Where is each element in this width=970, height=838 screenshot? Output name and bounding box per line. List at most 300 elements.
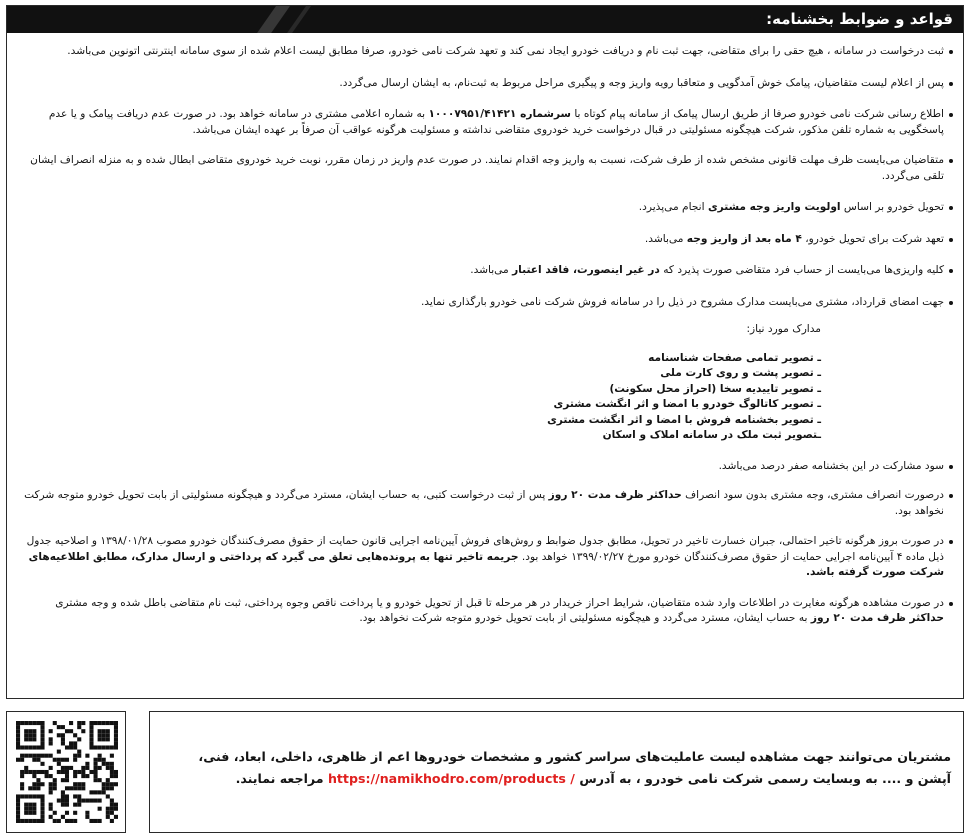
- qr-module: [57, 758, 61, 762]
- rule-item: [21, 107, 953, 138]
- qr-module: [32, 745, 36, 749]
- qr-module: [36, 745, 40, 749]
- qr-module: [89, 725, 93, 729]
- qr-module: [16, 725, 20, 729]
- qr-module: [61, 815, 65, 819]
- qr-module: [69, 745, 73, 749]
- qr-module: [28, 745, 32, 749]
- qr-module: [110, 774, 114, 778]
- qr-module: [53, 786, 57, 790]
- qr-module: [32, 733, 36, 737]
- qr-module: [102, 762, 106, 766]
- qr-module: [65, 811, 69, 815]
- qr-module: [61, 741, 65, 745]
- qr-module: [89, 721, 93, 725]
- qr-module: [36, 794, 40, 798]
- qr-module: [73, 758, 77, 762]
- qr-module: [57, 725, 61, 729]
- qr-module: [28, 729, 32, 733]
- rule-item: [21, 200, 953, 216]
- qr-module: [106, 778, 110, 782]
- qr-module: [110, 786, 114, 790]
- qr-module: [81, 721, 85, 725]
- rule-text: کلیه واریزی‌ها می‌بایست از حساب فرد متقاضی صورت پذیرد که: [659, 264, 944, 276]
- qr-module: [94, 762, 98, 766]
- qr-module: [65, 794, 69, 798]
- qr-module: [61, 733, 65, 737]
- qr-module: [28, 770, 32, 774]
- qr-module: [40, 721, 44, 725]
- qr-module: [85, 815, 89, 819]
- qr-module: [110, 754, 114, 758]
- qr-module: [106, 737, 110, 741]
- rule-text: درصورت انصراف مشتری، وجه مشتری بدون سود انصراف: [681, 489, 944, 501]
- rules-panel: [6, 5, 964, 699]
- qr-module: [24, 729, 28, 733]
- qr-module: [85, 754, 89, 758]
- rule-emphasis: جریمه تاخیر تنها به پرونده‌هایی تعلق می گیرد که پرداختی و ارسال مدارک، مطابق اطلاعیه‌های شرکت صورت گرفته باشد.: [28, 550, 944, 578]
- qr-module: [20, 758, 24, 762]
- qr-module: [16, 741, 20, 745]
- qr-module: [32, 807, 36, 811]
- qr-module: [16, 758, 20, 762]
- qr-module: [24, 766, 28, 770]
- notice-text: مشتریان می‌توانند جهت مشاهده لیست عاملیت‌های سراسر کشور و مشخصات خودروها اعم از ظاهری، داخلی، ابعاد، فنی، آپشن و .... به وبسایت رسمی شرکت نامی خودرو ، به آدرس: [198, 749, 951, 786]
- qr-module: [94, 770, 98, 774]
- qr-module: [77, 782, 81, 786]
- qr-module: [65, 774, 69, 778]
- qr-module: [65, 819, 69, 823]
- qr-module: [73, 819, 77, 823]
- qr-module: [110, 745, 114, 749]
- qr-module: [65, 786, 69, 790]
- qr-module: [20, 819, 24, 823]
- rules-header: [7, 6, 963, 33]
- qr-module: [40, 815, 44, 819]
- rule-emphasis: ۴ ماه بعد از واریز وجه: [686, 232, 802, 245]
- qr-module: [36, 770, 40, 774]
- rule-item: [21, 534, 953, 581]
- qr-module: [98, 729, 102, 733]
- qr-module: [110, 770, 114, 774]
- qr-module: [94, 766, 98, 770]
- qr-module: [40, 770, 44, 774]
- qr-module: [24, 819, 28, 823]
- rule-text: در صورت مشاهده هرگونه مغایرت در اطلاعات وارد شده متقاضیان، شرایط احراز خریدار در هر مرحله تا قبل از تحویل خودرو و یا پرداخت ناقص وجوه پرداختی، ثبت نام متقاضی باطل شده و وجه مشتری: [55, 596, 944, 609]
- qr-module: [24, 807, 28, 811]
- rule-text: می‌باشد.: [470, 264, 513, 276]
- qr-module: [114, 725, 118, 729]
- qr-module: [85, 811, 89, 815]
- qr-module: [28, 737, 32, 741]
- qr-module: [65, 729, 69, 733]
- qr-code-icon: [16, 721, 118, 823]
- qr-module: [61, 790, 65, 794]
- qr-module: [114, 733, 118, 737]
- qr-module: [77, 721, 81, 725]
- qr-module: [16, 733, 20, 737]
- qr-module: [40, 811, 44, 815]
- qr-module: [81, 766, 85, 770]
- rule-emphasis: اولویت واریز وجه مشتری: [707, 201, 841, 213]
- qr-module: [16, 737, 20, 741]
- qr-module: [53, 721, 57, 725]
- qr-module: [32, 737, 36, 741]
- qr-module: [57, 819, 61, 823]
- qr-module: [110, 782, 114, 786]
- rule-text: تعهد شرکت برای تحویل خودرو،: [801, 232, 944, 245]
- qr-module: [89, 733, 93, 737]
- qr-module: [106, 815, 110, 819]
- qr-module: [40, 762, 44, 766]
- qr-module: [49, 729, 53, 733]
- qr-module: [73, 741, 77, 745]
- qr-module: [81, 729, 85, 733]
- rule-item: [21, 232, 953, 248]
- rules-list: [7, 33, 963, 627]
- required-documents: [21, 322, 953, 444]
- qr-module: [98, 819, 102, 823]
- qr-module: [40, 754, 44, 758]
- qr-module: [106, 766, 110, 770]
- rule-text: به شماره اعلامی مشتری در سامانه خواهد بود. در صورت عدم دریافت پیامک و یا عدم پاسخگویی به شماره تلفن مذکور، شرکت هیچگونه مسئولیتی در قبال درخواست خرید خودروی متقاضی نداشته و مسئولیت هرگونه عواقب آن صرفاً بر عهده ایشان می‌باشد.: [48, 108, 944, 136]
- qr-module: [85, 799, 89, 803]
- qr-module: [20, 786, 24, 790]
- rule-text: پس از اعلام لیست متقاضیان، پیامک خوش آمدگویی و متعاقبا رویه واریز وجه و پیگیری مراحل مربوط به ثبت‌نام، به ایشان ارسال می‌گردد.: [339, 76, 944, 89]
- qr-module: [49, 786, 53, 790]
- qr-module: [77, 803, 81, 807]
- qr-module: [36, 778, 40, 782]
- qr-module: [32, 811, 36, 815]
- qr-module: [73, 794, 77, 798]
- qr-module: [110, 766, 114, 770]
- rule-text: تحویل خودرو بر اساس: [840, 201, 944, 213]
- qr-module: [77, 786, 81, 790]
- qr-module: [20, 794, 24, 798]
- qr-module: [32, 774, 36, 778]
- qr-module: [89, 819, 93, 823]
- qr-module: [73, 733, 77, 737]
- qr-module: [69, 786, 73, 790]
- document-item: ـ تصویر تاییدیه سخا (احراز محل سکونت): [609, 382, 821, 395]
- qr-module: [89, 741, 93, 745]
- qr-module: [16, 729, 20, 733]
- qr-module: [106, 786, 110, 790]
- qr-module: [106, 807, 110, 811]
- qr-module: [61, 758, 65, 762]
- qr-module: [32, 782, 36, 786]
- qr-module: [16, 815, 20, 819]
- rule-emphasis: حداکثر ظرف مدت ۲۰ روز: [810, 612, 944, 624]
- qr-module: [73, 811, 77, 815]
- qr-module: [16, 745, 20, 749]
- qr-module: [77, 799, 81, 803]
- qr-module: [32, 770, 36, 774]
- qr-module: [24, 803, 28, 807]
- qr-module: [32, 786, 36, 790]
- qr-module: [53, 819, 57, 823]
- qr-module: [61, 799, 65, 803]
- qr-module: [24, 745, 28, 749]
- qr-module: [102, 786, 106, 790]
- document-item: ـ تصویر تمامی صفحات شناسنامه: [648, 351, 821, 364]
- rule-item: [21, 44, 953, 60]
- qr-module: [24, 733, 28, 737]
- qr-module: [94, 799, 98, 803]
- qr-module: [106, 782, 110, 786]
- qr-module: [110, 811, 114, 815]
- qr-module: [77, 770, 81, 774]
- qr-module: [65, 778, 69, 782]
- qr-module: [106, 729, 110, 733]
- qr-module: [106, 745, 110, 749]
- qr-module: [73, 770, 77, 774]
- qr-module: [114, 737, 118, 741]
- qr-module: [16, 799, 20, 803]
- qr-module: [77, 750, 81, 754]
- qr-module: [73, 774, 77, 778]
- qr-module: [106, 733, 110, 737]
- qr-module: [102, 721, 106, 725]
- qr-module: [114, 774, 118, 778]
- qr-module: [106, 794, 110, 798]
- qr-module: [110, 819, 114, 823]
- qr-module: [57, 750, 61, 754]
- qr-module: [69, 741, 73, 745]
- qr-module: [102, 737, 106, 741]
- qr-module: [77, 794, 81, 798]
- qr-module: [65, 770, 69, 774]
- qr-module: [20, 774, 24, 778]
- qr-module: [106, 762, 110, 766]
- qr-module: [98, 754, 102, 758]
- qr-module: [94, 819, 98, 823]
- qr-module: [73, 754, 77, 758]
- rule-text: می‌باشد.: [644, 232, 687, 245]
- qr-module: [53, 782, 57, 786]
- qr-module: [61, 766, 65, 770]
- qr-module: [65, 745, 69, 749]
- qr-module: [102, 729, 106, 733]
- qr-module: [53, 811, 57, 815]
- qr-module: [28, 786, 32, 790]
- qr-module: [85, 774, 89, 778]
- qr-module: [81, 799, 85, 803]
- qr-module: [28, 721, 32, 725]
- qr-module: [77, 725, 81, 729]
- qr-module: [32, 729, 36, 733]
- rule-item: [21, 596, 953, 627]
- qr-module: [49, 815, 53, 819]
- rules-title: قواعد و ضوابط بخشنامه:: [766, 10, 953, 28]
- qr-module: [36, 721, 40, 725]
- qr-module: [102, 790, 106, 794]
- qr-module: [106, 811, 110, 815]
- qr-module: [28, 803, 32, 807]
- qr-module: [45, 770, 49, 774]
- qr-module: [28, 794, 32, 798]
- qr-module: [110, 762, 114, 766]
- qr-module: [40, 737, 44, 741]
- qr-module: [89, 737, 93, 741]
- qr-module: [36, 819, 40, 823]
- qr-module: [40, 725, 44, 729]
- qr-module: [89, 799, 93, 803]
- qr-module: [49, 790, 53, 794]
- qr-module: [28, 819, 32, 823]
- qr-module: [102, 782, 106, 786]
- rule-text: متقاضیان می‌بایست ظرف مهلت قانونی مشخص شده از طرف شرکت، نسبت به واریز وجه اقدام نمایند. در صورت عدم واریز در زمان مقرر، نوبت خرید خودروی متقاضی ابطال شده و به منزله انصراف ایشان تلقی می‌گردد.: [30, 154, 944, 182]
- qr-module: [73, 803, 77, 807]
- qr-module: [85, 766, 89, 770]
- qr-module: [73, 745, 77, 749]
- qr-module: [73, 786, 77, 790]
- rule-text: پس از ثبت درخواست کتبی، به حساب ایشان، مسترد می‌گردد و هیچگونه مسئولیتی از بابت تحویل خودرو متوجه شرکت نخواهد بود.: [24, 489, 944, 517]
- document-item: ـتصویر ثبت ملک در سامانه املاک و اسکان: [602, 429, 821, 441]
- qr-module: [65, 766, 69, 770]
- qr-module: [40, 741, 44, 745]
- qr-module: [57, 733, 61, 737]
- qr-module: [94, 721, 98, 725]
- qr-module: [69, 729, 73, 733]
- qr-module: [89, 745, 93, 749]
- rule-item: [21, 153, 953, 184]
- qr-module: [53, 758, 57, 762]
- qr-module: [89, 729, 93, 733]
- qr-module: [16, 803, 20, 807]
- qr-module: [81, 786, 85, 790]
- qr-code-panel: [6, 711, 126, 833]
- qr-module: [40, 819, 44, 823]
- rule-item: [21, 295, 953, 311]
- qr-module: [53, 778, 57, 782]
- qr-module: [65, 758, 69, 762]
- qr-module: [16, 811, 20, 815]
- qr-module: [69, 766, 73, 770]
- rule-text: جهت امضای قرارداد، مشتری می‌بایست مدارک مشروح در ذیل را در سامانه فروش شرکت نامی خودرو بارگذاری نماید.: [420, 295, 944, 308]
- qr-module: [49, 741, 53, 745]
- document-item: ـ تصویر بخشنامه فروش با امضا و اثر انگشت مشتری: [547, 413, 821, 426]
- qr-module: [98, 766, 102, 770]
- rule-item: [21, 263, 953, 279]
- qr-module: [28, 807, 32, 811]
- qr-module: [98, 745, 102, 749]
- products-link[interactable]: https://namikhodro.com/products /: [327, 771, 575, 786]
- rule-emphasis: حداکثر ظرف مدت ۲۰ روز: [548, 489, 682, 501]
- qr-module: [94, 790, 98, 794]
- qr-module: [61, 725, 65, 729]
- qr-module: [49, 766, 53, 770]
- qr-module: [32, 754, 36, 758]
- qr-module: [20, 782, 24, 786]
- rule-text: اطلاع رسانی شرکت نامی خودرو صرفا از طریق ارسال پیامک از سامانه پیام کوتاه با: [570, 108, 944, 120]
- qr-module: [57, 770, 61, 774]
- qr-module: [45, 774, 49, 778]
- qr-module: [114, 807, 118, 811]
- qr-module: [49, 807, 53, 811]
- rule-text: سود مشارکت در این بخشنامه صفر درصد می‌باشد.: [718, 459, 944, 472]
- qr-module: [61, 737, 65, 741]
- qr-module: [40, 803, 44, 807]
- qr-module: [98, 790, 102, 794]
- qr-module: [36, 758, 40, 762]
- qr-module: [61, 778, 65, 782]
- qr-module: [32, 794, 36, 798]
- rule-item: [21, 76, 953, 92]
- qr-module: [24, 754, 28, 758]
- qr-module: [110, 799, 114, 803]
- qr-module: [114, 721, 118, 725]
- qr-module: [57, 799, 61, 803]
- qr-module: [85, 762, 89, 766]
- qr-module: [73, 782, 77, 786]
- qr-module: [24, 811, 28, 815]
- website-notice-text: [171, 746, 951, 790]
- qr-module: [32, 803, 36, 807]
- qr-module: [81, 774, 85, 778]
- qr-module: [89, 790, 93, 794]
- qr-module: [49, 782, 53, 786]
- qr-module: [40, 794, 44, 798]
- qr-module: [110, 803, 114, 807]
- qr-module: [20, 745, 24, 749]
- qr-module: [49, 754, 53, 758]
- qr-module: [65, 799, 69, 803]
- qr-module: [102, 745, 106, 749]
- rule-text: به حساب ایشان، مسترد می‌گردد و هیچگونه مسئولیتی از بابت تحویل خودرو متوجه شرکت نخواهد بود.: [359, 612, 811, 624]
- qr-module: [98, 778, 102, 782]
- notice-text: مراجعه نمایند.: [235, 771, 328, 786]
- qr-module: [89, 770, 93, 774]
- qr-module: [36, 786, 40, 790]
- qr-module: [81, 782, 85, 786]
- qr-module: [49, 774, 53, 778]
- qr-module: [16, 794, 20, 798]
- rule-text: انجام می‌پذیرد.: [638, 201, 708, 213]
- rule-emphasis: در غیر اینصورت، فاقد اعتبار: [512, 264, 660, 276]
- qr-module: [45, 754, 49, 758]
- qr-module: [16, 819, 20, 823]
- document-item: ـ تصویر پشت و روی کارت ملی: [660, 367, 821, 379]
- qr-module: [40, 799, 44, 803]
- qr-module: [28, 754, 32, 758]
- qr-module: [114, 770, 118, 774]
- qr-module: [28, 733, 32, 737]
- qr-module: [49, 737, 53, 741]
- qr-module: [94, 745, 98, 749]
- qr-module: [98, 737, 102, 741]
- qr-module: [40, 733, 44, 737]
- qr-module: [36, 754, 40, 758]
- qr-module: [77, 754, 81, 758]
- rule-text: ثبت درخواست در سامانه ، هیچ حقی را برای متقاضی، جهت ثبت نام و دریافت خودرو ایجاد نمی کند و تعهد شرکت نامی خودرو، صرفا مطابق لیست اعلام شده از سوی سامانه اینترنتی اتونوین می‌باشد.: [67, 45, 944, 57]
- qr-module: [40, 729, 44, 733]
- rule-text: در صورت بروز هرگونه تاخیر احتمالی، جبران خسارت تاخیر در تحویل، مطابق جدول ضوابط و روش‌های فروش آیین‌نامه اجرایی قانون حمایت از حقوق مصرف‌کنندگان خودرو مصوب ۱۳۹۸/۰۱/۲۸ و اصلاحیه جدول ذیل ماده ۴ آیین‌نامه اجرایی حمایت از حقوق مصرف‌کنندگان خودرو مورخ ۱۳۹۹/۰۲/۲۷ خواهد بود.: [26, 535, 944, 563]
- documents-list: [21, 351, 821, 444]
- qr-module: [114, 782, 118, 786]
- qr-module: [102, 758, 106, 762]
- qr-module: [40, 807, 44, 811]
- qr-module: [102, 733, 106, 737]
- qr-module: [24, 770, 28, 774]
- rule-item: [21, 459, 953, 475]
- qr-module: [77, 737, 81, 741]
- qr-module: [110, 807, 114, 811]
- qr-module: [98, 758, 102, 762]
- qr-module: [114, 803, 118, 807]
- qr-module: [98, 807, 102, 811]
- qr-module: [40, 782, 44, 786]
